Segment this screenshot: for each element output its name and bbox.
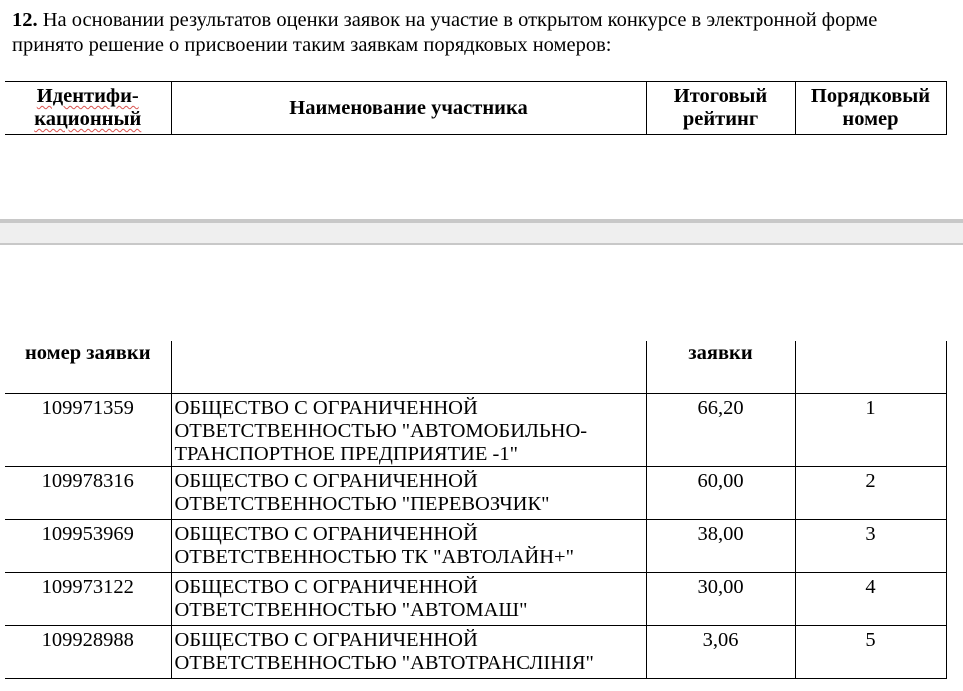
application-id: 109953969 bbox=[5, 520, 171, 573]
final-rating: 3,06 bbox=[646, 626, 795, 679]
header-id-line3: номер заявки bbox=[5, 341, 171, 394]
paragraph-12 bbox=[12, 8, 952, 58]
header-name-continuation bbox=[171, 341, 646, 394]
participant-name: ОБЩЕСТВО С ОГРАНИЧЕННОЙ ОТВЕТСТВЕННОСТЬЮ "АВТОМАШ" bbox=[171, 573, 646, 626]
rank-number: 3 bbox=[795, 520, 946, 573]
header-id-line1: Идентифи- bbox=[36, 85, 139, 107]
application-id: 109928988 bbox=[5, 626, 171, 679]
rank-number: 4 bbox=[795, 573, 946, 626]
results-table bbox=[5, 341, 947, 679]
participant-name: ОБЩЕСТВО С ОГРАНИЧЕННОЙ ОТВЕТСТВЕННОСТЬЮ ТК "АВТОЛАЙН+" bbox=[171, 520, 646, 573]
rank-number: 5 bbox=[795, 626, 946, 679]
participant-name: ОБЩЕСТВО С ОГРАНИЧЕННОЙ ОТВЕТСТВЕННОСТЬЮ "АВТОМОБИЛЬНО-ТРАНСПОРТНОЕ ПРЕДПРИЯТИЕ -1" bbox=[171, 394, 646, 467]
header-rating-line1: Итоговый bbox=[673, 85, 768, 107]
header-name: Наименование участника bbox=[289, 96, 528, 119]
table-row bbox=[5, 573, 946, 626]
header-rating-line2: рейтинг bbox=[682, 108, 759, 130]
results-table-header bbox=[5, 81, 947, 135]
final-rating: 30,00 bbox=[646, 573, 795, 626]
table-row bbox=[5, 394, 946, 467]
header-id-cell bbox=[5, 82, 171, 135]
participant-name: ОБЩЕСТВО С ОГРАНИЧЕННОЙ ОТВЕТСТВЕННОСТЬЮ "ПЕРЕВОЗЧИК" bbox=[171, 467, 646, 520]
participant-name: ОБЩЕСТВО С ОГРАНИЧЕННОЙ ОТВЕТСТВЕННОСТЬЮ "АВТОТРАНСЛІНІЯ" bbox=[171, 626, 646, 679]
page-break-gap bbox=[0, 223, 963, 243]
table-row bbox=[5, 467, 946, 520]
rank-number: 2 bbox=[795, 467, 946, 520]
header-rank-continuation bbox=[795, 341, 946, 394]
table-row bbox=[5, 626, 946, 679]
application-id: 109971359 bbox=[5, 394, 171, 467]
final-rating: 66,20 bbox=[646, 394, 795, 467]
paragraph-number: 12. bbox=[12, 9, 38, 31]
table-row bbox=[5, 520, 946, 573]
final-rating: 38,00 bbox=[646, 520, 795, 573]
application-id: 109978316 bbox=[5, 467, 171, 520]
header-rating-line3: заявки bbox=[646, 341, 795, 394]
application-id: 109973122 bbox=[5, 573, 171, 626]
header-rating-cell bbox=[646, 82, 795, 135]
header-rank-cell bbox=[795, 82, 946, 135]
rank-number: 1 bbox=[795, 394, 946, 467]
page-break-bottom-line bbox=[0, 243, 963, 245]
header-continuation-row bbox=[5, 341, 946, 394]
final-rating: 60,00 bbox=[646, 467, 795, 520]
header-id-line2: кационный bbox=[34, 108, 142, 130]
paragraph-text: На основании результатов оценки заявок на участие в открытом конкурсе в электронной форме принято решение о присвоении таким заявкам порядковых номеров: bbox=[12, 9, 878, 56]
header-rank-line1: Порядковый bbox=[810, 85, 931, 107]
header-name-cell bbox=[171, 82, 646, 135]
header-rank-line2: номер bbox=[842, 108, 899, 130]
